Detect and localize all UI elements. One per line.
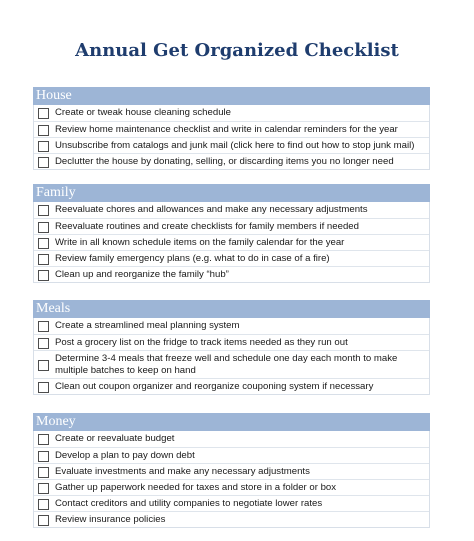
family-checklist bbox=[33, 202, 430, 283]
checklist-item bbox=[34, 218, 429, 234]
empty-checkbox-icon[interactable] bbox=[38, 222, 49, 233]
checklist-item-label: Write in all known schedule items on the family calendar for the year bbox=[55, 236, 345, 248]
checklist-item-label: Develop a plan to pay down debt bbox=[55, 449, 195, 461]
checklist-item bbox=[34, 266, 429, 282]
section-header-meals: Meals bbox=[33, 300, 430, 318]
checklist-item bbox=[34, 202, 429, 218]
section-meals bbox=[33, 300, 430, 395]
checklist-item bbox=[34, 105, 429, 121]
meals-checklist bbox=[33, 318, 430, 395]
checklist-item bbox=[34, 137, 429, 153]
checklist-item bbox=[34, 121, 429, 137]
empty-checkbox-icon[interactable] bbox=[38, 254, 49, 265]
empty-checkbox-icon[interactable] bbox=[38, 321, 49, 332]
section-money bbox=[33, 413, 430, 528]
checklist-item bbox=[34, 250, 429, 266]
checklist-item bbox=[34, 234, 429, 250]
checklist-item bbox=[34, 378, 429, 394]
section-family bbox=[33, 184, 430, 283]
checklist-item-label: Reevaluate chores and allowances and make any necessary adjustments bbox=[55, 204, 368, 216]
checklist-item bbox=[34, 495, 429, 511]
checklist-item-label: Contact creditors and utility companies to negotiate lower rates bbox=[55, 497, 323, 509]
checklist-item bbox=[34, 153, 429, 169]
checklist-item-label: Review family emergency plans (e.g. what to do in case of a fire) bbox=[55, 252, 330, 264]
empty-checkbox-icon[interactable] bbox=[38, 125, 49, 136]
house-checklist bbox=[33, 105, 430, 170]
checklist-item bbox=[34, 447, 429, 463]
section-header-family: Family bbox=[33, 184, 430, 202]
checklist-item bbox=[34, 350, 429, 378]
empty-checkbox-icon[interactable] bbox=[38, 141, 49, 152]
empty-checkbox-icon[interactable] bbox=[38, 467, 49, 478]
empty-checkbox-icon[interactable] bbox=[38, 382, 49, 393]
checklist-item-label: Create a streamlined meal planning system bbox=[55, 320, 240, 332]
checklist-item-label: Clean out coupon organizer and reorganize couponing system if necessary bbox=[55, 380, 374, 392]
empty-checkbox-icon[interactable] bbox=[38, 360, 49, 371]
checklist-item bbox=[34, 479, 429, 495]
page-title: Annual Get Organized Checklist bbox=[75, 40, 399, 61]
empty-checkbox-icon[interactable] bbox=[38, 499, 49, 510]
section-header-money: Money bbox=[33, 413, 430, 431]
checklist-item-label: Clean up and reorganize the family “hub” bbox=[55, 268, 229, 280]
checklist-item-label: Gather up paperwork needed for taxes and store in a folder or box bbox=[55, 481, 337, 493]
checklist-item-label: Review insurance policies bbox=[55, 513, 166, 525]
checklist-item bbox=[34, 431, 429, 447]
section-house bbox=[33, 87, 430, 170]
checklist-item-label: Evaluate investments and make any necessary adjustments bbox=[55, 465, 310, 477]
empty-checkbox-icon[interactable] bbox=[38, 270, 49, 281]
empty-checkbox-icon[interactable] bbox=[38, 205, 49, 216]
checklist-item-label: Create or reevaluate budget bbox=[55, 433, 175, 445]
checklist-item-label: Post a grocery list on the fridge to track items needed as they run out bbox=[55, 336, 348, 348]
checklist-item bbox=[34, 318, 429, 334]
empty-checkbox-icon[interactable] bbox=[38, 515, 49, 526]
empty-checkbox-icon[interactable] bbox=[38, 157, 49, 168]
checklist-item bbox=[34, 463, 429, 479]
money-checklist bbox=[33, 431, 430, 528]
checklist-item-label: Unsubscribe from catalogs and junk mail (click here to find out how to stop junk mail) bbox=[55, 139, 415, 151]
empty-checkbox-icon[interactable] bbox=[38, 483, 49, 494]
empty-checkbox-icon[interactable] bbox=[38, 451, 49, 462]
empty-checkbox-icon[interactable] bbox=[38, 238, 49, 249]
empty-checkbox-icon[interactable] bbox=[38, 338, 49, 349]
checklist-item-label: Create or tweak house cleaning schedule bbox=[55, 107, 231, 119]
checklist-item bbox=[34, 334, 429, 350]
empty-checkbox-icon[interactable] bbox=[38, 434, 49, 445]
section-header-house: House bbox=[33, 87, 430, 105]
checklist-item-label: Determine 3-4 meals that freeze well and schedule one day each month to make multiple batches to keep on hand bbox=[55, 353, 398, 376]
checklist-item bbox=[34, 511, 429, 527]
checklist-item-label: Reevaluate routines and create checklists for family members if needed bbox=[55, 220, 359, 232]
empty-checkbox-icon[interactable] bbox=[38, 108, 49, 119]
checklist-item-label: Declutter the house by donating, selling, or discarding items you no longer need bbox=[55, 155, 394, 167]
checklist-item-label: Review home maintenance checklist and write in calendar reminders for the year bbox=[55, 123, 398, 135]
